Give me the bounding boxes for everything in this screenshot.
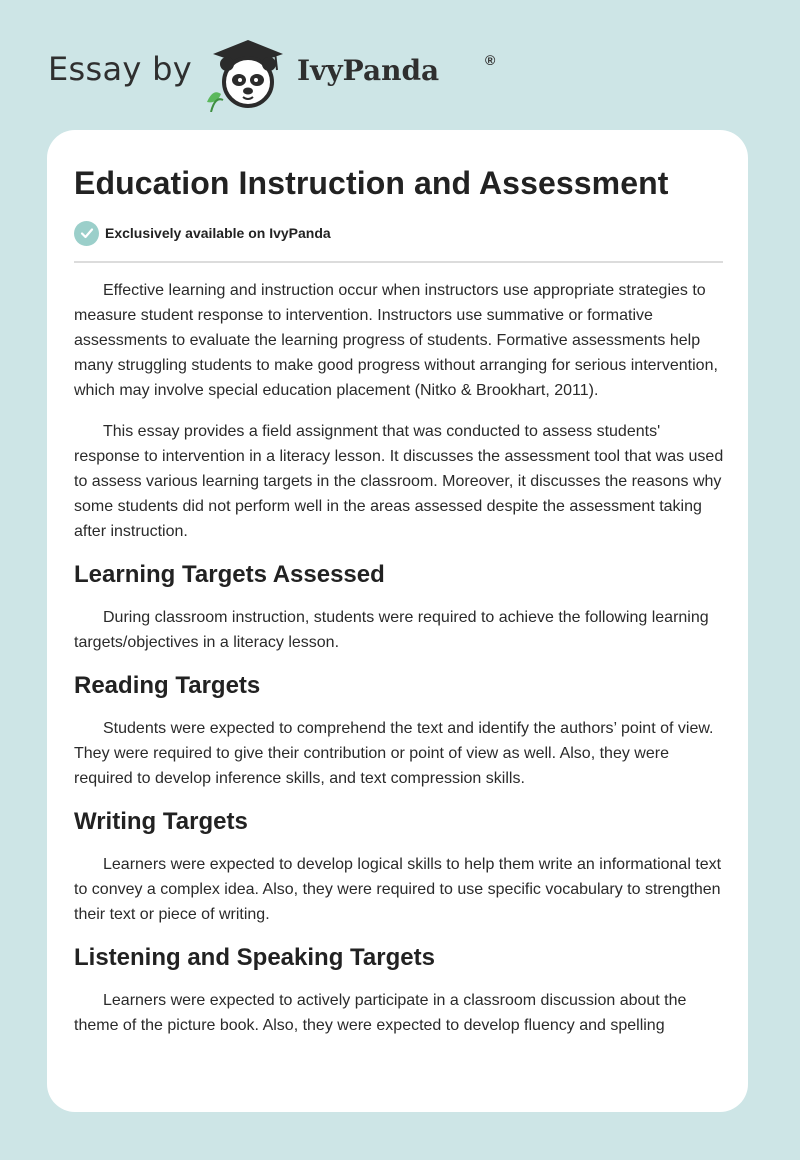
registered-mark: ® xyxy=(485,52,496,68)
check-icon xyxy=(74,221,99,246)
section-heading: Reading Targets xyxy=(74,672,261,699)
intro-paragraph: Effective learning and instruction occur when instructors use appropriate strategies to measure student response to intervention. Instructors use summative or formative assessments to evaluate the learning progress of students. Formative assessments help many struggling students to make good progress without arranging for serious intervention, which may involve special education placement (Nitko & Brookhart, 2011). xyxy=(74,282,718,399)
section-paragraph: Learners were expected to develop logical skills to help them write an informational text to convey a complex idea. Also, they were required to use specific vocabulary to strengthen their text or piece of writing. xyxy=(74,856,722,923)
exclusive-badge xyxy=(74,221,331,245)
section-heading: Listening and Speaking Targets xyxy=(74,944,435,971)
section-paragraph: Learners were expected to actively participate in a classroom discussion about the theme of the picture book. Also, they were expected to develop fluency and spelling xyxy=(74,992,687,1034)
badge-label: Exclusively available on IvyPanda xyxy=(105,225,331,241)
intro-paragraph: This essay provides a field assignment that was conducted to assess students' response to intervention in a literacy lesson. It discusses the assessment tool that was used to assess various learning targets in the classroom. Moreover, it discusses the reasons why some students did not perform well in the areas assessed despite the assessment taking after instruction. xyxy=(74,423,724,540)
section-heading: Writing Targets xyxy=(74,808,248,835)
page-title: Education Instruction and Assessment xyxy=(74,165,669,201)
brand-prefix: Essay by xyxy=(48,50,192,88)
section-heading: Learning Targets Assessed xyxy=(74,561,385,588)
essay-body xyxy=(74,278,724,1054)
divider xyxy=(74,261,723,263)
section-paragraph: Students were expected to comprehend the text and identify the authors’ point of view. They were required to give their contribution or point of view as well. Also, they were required to develop inference skills, and text compression skills. xyxy=(74,720,714,787)
essay-card xyxy=(47,130,748,1112)
brand-header xyxy=(48,34,508,114)
panda-logo-icon[interactable] xyxy=(203,36,293,112)
brand-name: IvyPanda xyxy=(297,54,440,87)
section-paragraph: During classroom instruction, students were required to achieve the following learning targets/objectives in a literacy lesson. xyxy=(74,609,709,651)
